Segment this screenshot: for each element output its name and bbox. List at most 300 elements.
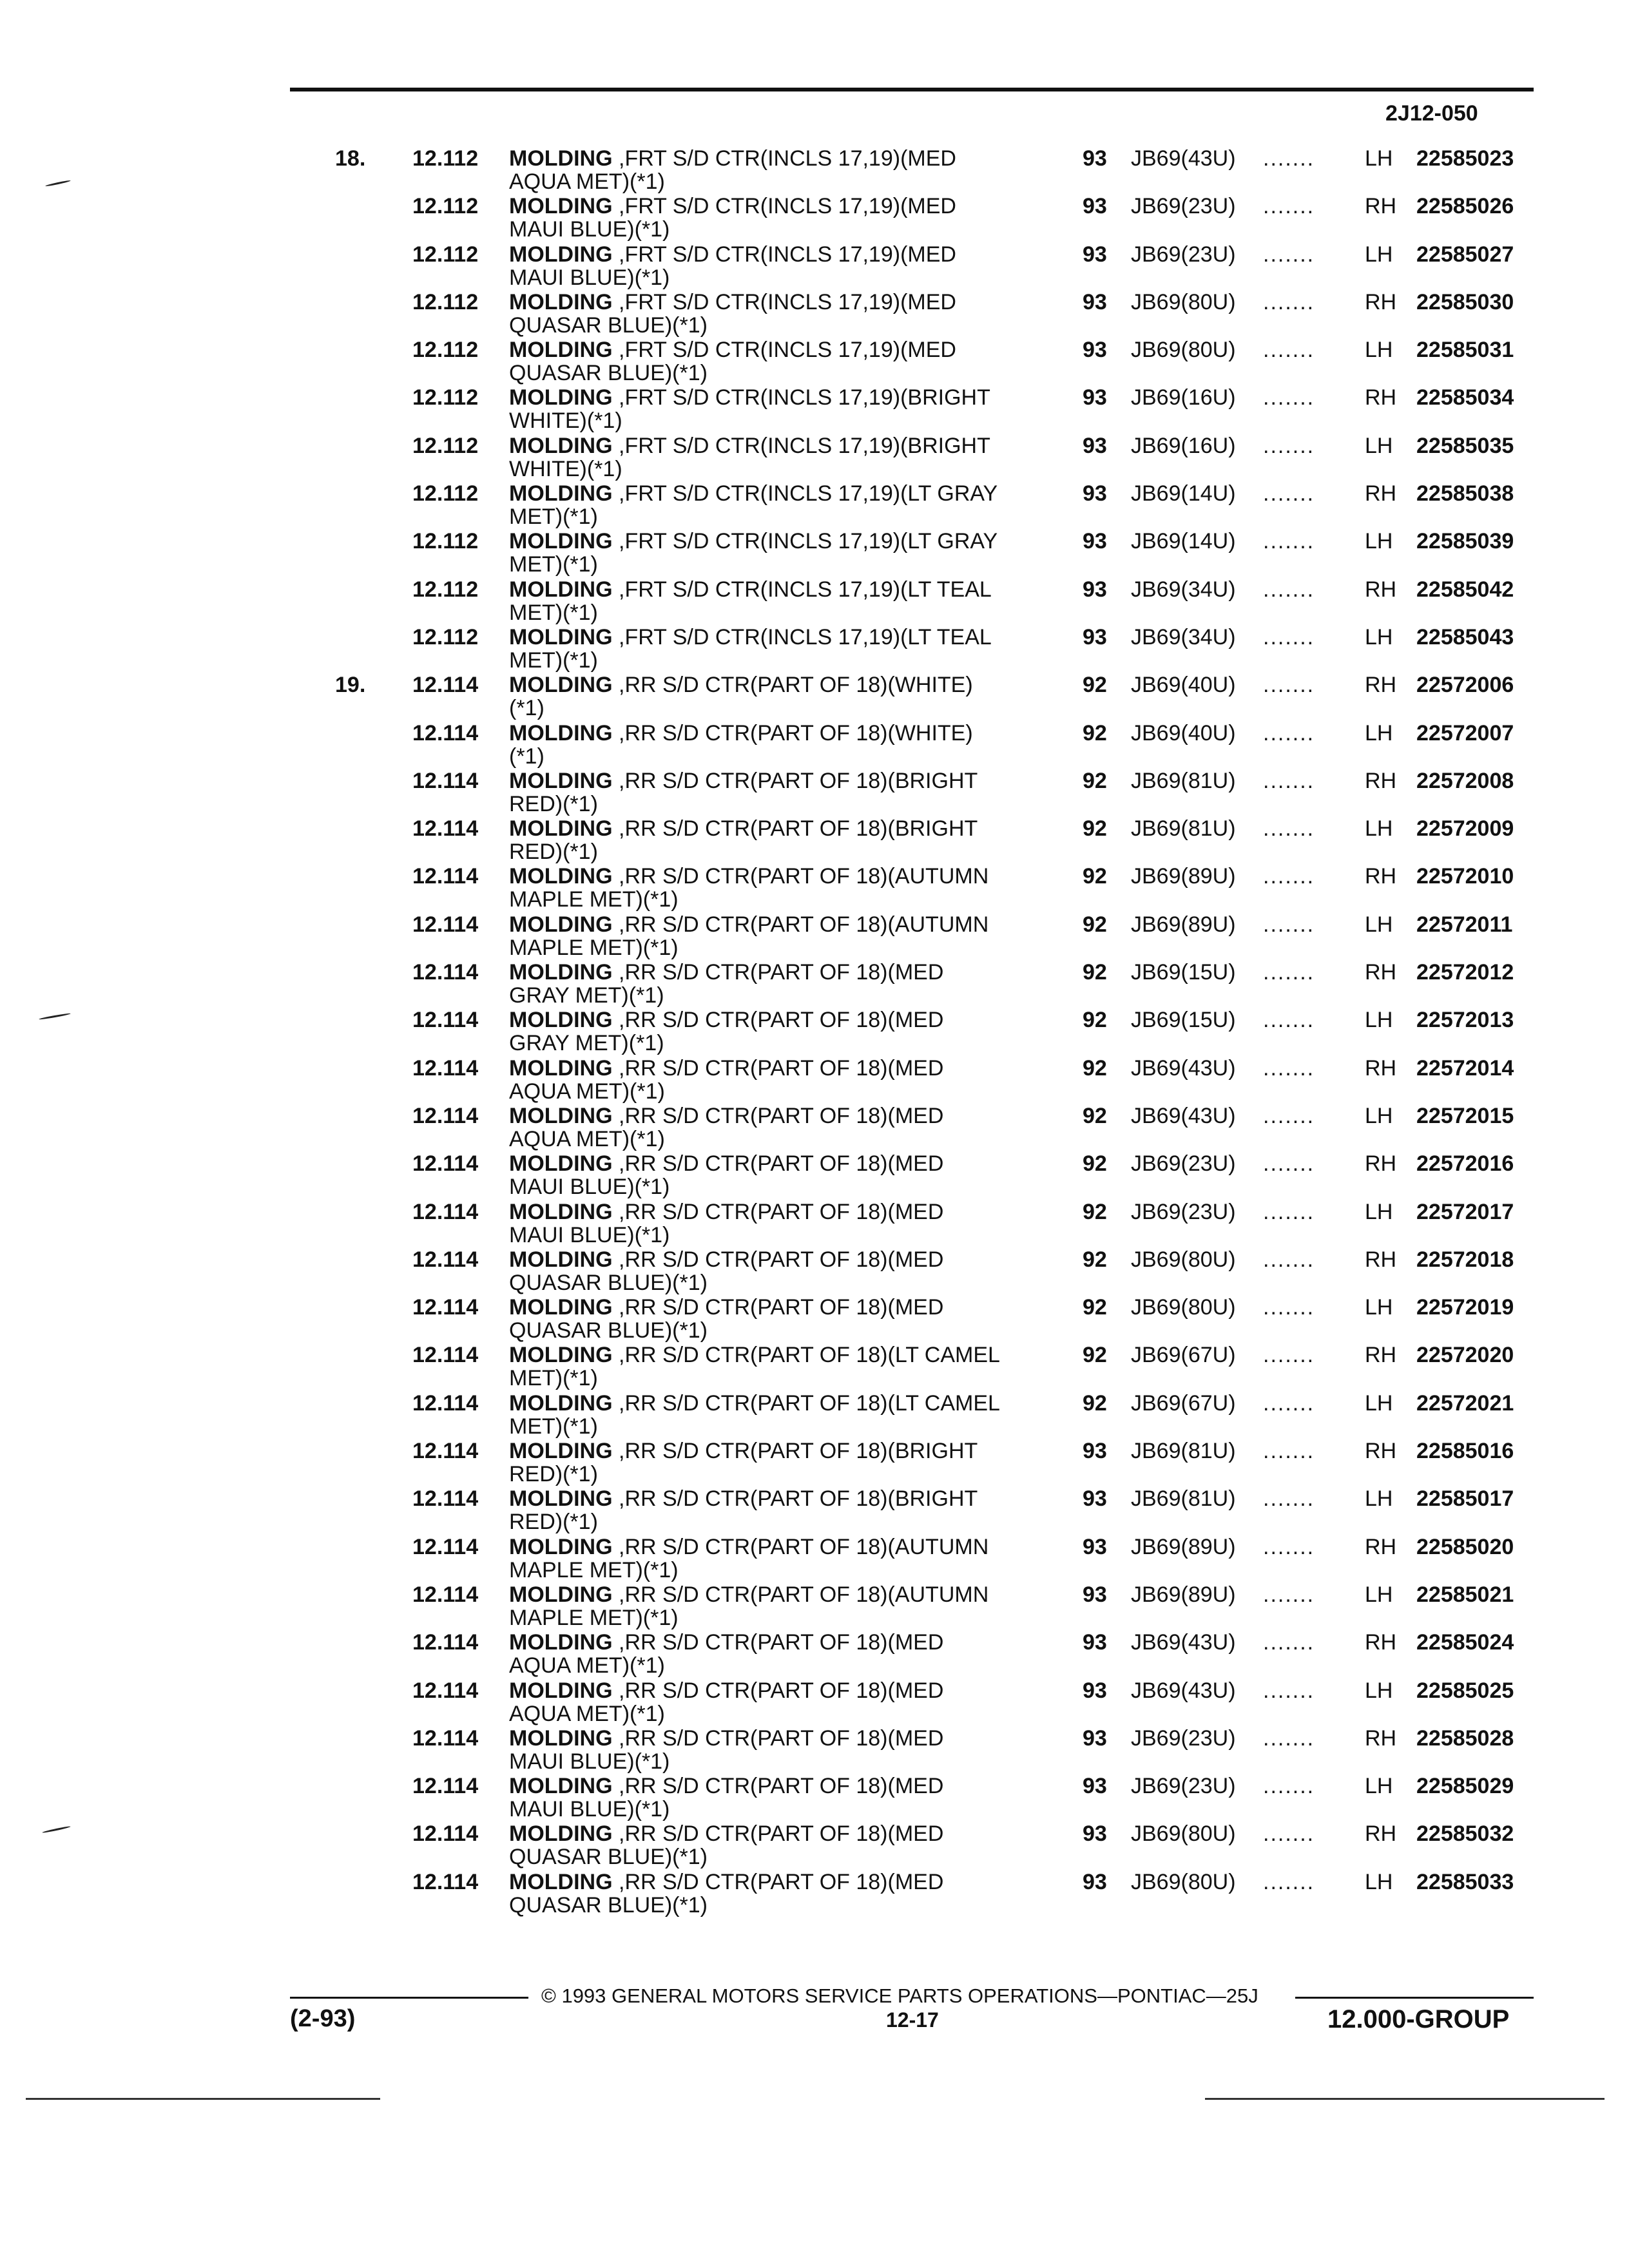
leader-dots: ....... — [1263, 1678, 1315, 1703]
part-name: MOLDING — [509, 1582, 613, 1607]
part-name: MOLDING — [509, 1630, 613, 1655]
description — [509, 434, 1063, 481]
group-number: 12.112 — [412, 624, 479, 649]
leader-dots: ....... — [1263, 768, 1315, 793]
description-line-1: ,FRT S/D CTR(INCLS 17,19)(LT TEAL — [619, 577, 992, 602]
model-code: JB69(43U) — [1131, 146, 1236, 171]
model-code: JB69(14U) — [1131, 529, 1236, 554]
part-name: MOLDING — [509, 912, 613, 937]
leader-dots: ....... — [1263, 1151, 1315, 1177]
side: RH — [1365, 577, 1397, 602]
part-number: 22572014 — [1416, 1055, 1514, 1081]
part-name: MOLDING — [509, 338, 613, 363]
table-row — [0, 722, 1629, 769]
group-number: 12.112 — [412, 529, 479, 554]
description-line-2: MET)(*1) — [509, 1414, 598, 1439]
leader-dots: ....... — [1263, 1008, 1315, 1033]
group-number: 12.114 — [412, 1103, 479, 1128]
part-name: MOLDING — [509, 194, 613, 219]
model-year: 92 — [1083, 1343, 1107, 1368]
part-number: 22572020 — [1416, 1343, 1514, 1368]
description-line-2: (*1) — [509, 696, 545, 721]
part-number: 22585027 — [1416, 242, 1514, 267]
description-line-2: MET)(*1) — [509, 600, 598, 625]
model-code: JB69(16U) — [1131, 385, 1236, 410]
leader-dots: ....... — [1263, 1247, 1315, 1272]
table-row — [0, 1631, 1629, 1678]
description — [509, 1774, 1063, 1821]
model-year: 93 — [1083, 433, 1107, 458]
model-code: JB69(89U) — [1131, 912, 1236, 937]
model-code: JB69(80U) — [1131, 338, 1236, 363]
description — [509, 1296, 1063, 1342]
part-name: MOLDING — [509, 816, 613, 841]
side: LH — [1365, 1582, 1393, 1607]
description-line-2: QUASAR BLUE)(*1) — [509, 1270, 708, 1295]
model-code: JB69(80U) — [1131, 1247, 1236, 1272]
part-name: MOLDING — [509, 1869, 613, 1894]
leader-dots: ....... — [1263, 1725, 1315, 1751]
model-code: JB69(89U) — [1131, 1534, 1236, 1559]
part-name: MOLDING — [509, 1247, 613, 1272]
side: RH — [1365, 960, 1397, 985]
table-row — [0, 961, 1629, 1008]
part-number: 22572015 — [1416, 1103, 1514, 1128]
model-code: JB69(43U) — [1131, 1103, 1236, 1128]
part-number: 22585026 — [1416, 194, 1514, 219]
description-line-2: (*1) — [509, 744, 545, 769]
description-line-1: ,FRT S/D CTR(INCLS 17,19)(MED — [619, 242, 956, 267]
model-code: JB69(80U) — [1131, 289, 1236, 314]
description-line-2: AQUA MET)(*1) — [509, 1079, 665, 1104]
table-row — [0, 626, 1629, 673]
description-line-2: AQUA MET)(*1) — [509, 169, 665, 194]
model-code: JB69(15U) — [1131, 960, 1236, 985]
leader-dots: ....... — [1263, 1199, 1315, 1224]
side: RH — [1365, 1439, 1397, 1464]
group-label: 12.000-GROUP — [1327, 2005, 1510, 2033]
description — [509, 291, 1063, 337]
group-number: 12.114 — [412, 1390, 479, 1416]
description-line-2: QUASAR BLUE)(*1) — [509, 361, 708, 386]
table-row — [0, 673, 1629, 721]
part-name: MOLDING — [509, 1343, 613, 1368]
leader-dots: ....... — [1263, 1486, 1315, 1512]
model-year: 93 — [1083, 1630, 1107, 1655]
model-year: 92 — [1083, 912, 1107, 937]
part-number: 22572018 — [1416, 1247, 1514, 1272]
model-code: JB69(81U) — [1131, 1486, 1236, 1512]
model-code: JB69(23U) — [1131, 1151, 1236, 1177]
group-number: 12.114 — [412, 1199, 479, 1224]
part-number: 22585042 — [1416, 577, 1514, 602]
description-line-2: QUASAR BLUE)(*1) — [509, 1318, 708, 1343]
description-line-2: RED)(*1) — [509, 1462, 598, 1487]
description-line-1: ,RR S/D CTR(PART OF 18)(BRIGHT — [619, 1486, 978, 1512]
scan-edge-line — [1205, 2098, 1605, 2100]
leader-dots: ....... — [1263, 720, 1315, 745]
part-number: 22572006 — [1416, 673, 1514, 698]
description — [509, 722, 1063, 768]
model-year: 93 — [1083, 1534, 1107, 1559]
description-line-2: QUASAR BLUE)(*1) — [509, 1845, 708, 1870]
description-line-1: ,FRT S/D CTR(INCLS 17,19)(MED — [619, 194, 956, 219]
part-number: 22585016 — [1416, 1439, 1514, 1464]
side: RH — [1365, 1247, 1397, 1272]
side: LH — [1365, 1678, 1393, 1703]
footer-rule-right — [1295, 1997, 1534, 1999]
part-name: MOLDING — [509, 1725, 613, 1751]
description — [509, 1822, 1063, 1869]
footer-rule-left — [290, 1997, 528, 1999]
group-number: 12.114 — [412, 1295, 479, 1320]
model-year: 92 — [1083, 960, 1107, 985]
leader-dots: ....... — [1263, 1582, 1315, 1607]
description-line-2: MAUI BLUE)(*1) — [509, 217, 670, 242]
side: LH — [1365, 1295, 1393, 1320]
leader-dots: ....... — [1263, 1055, 1315, 1081]
model-year: 93 — [1083, 624, 1107, 649]
model-code: JB69(80U) — [1131, 1821, 1236, 1847]
group-number: 12.114 — [412, 1582, 479, 1607]
leader-dots: ....... — [1263, 1630, 1315, 1655]
description — [509, 673, 1063, 720]
description-line-1: ,RR S/D CTR(PART OF 18)(WHITE) — [619, 673, 973, 698]
item-number: 19. — [335, 673, 366, 698]
table-row — [0, 1870, 1629, 1918]
part-number: 22585023 — [1416, 146, 1514, 171]
leader-dots: ....... — [1263, 433, 1315, 458]
side: RH — [1365, 1534, 1397, 1559]
side: LH — [1365, 1008, 1393, 1033]
part-name: MOLDING — [509, 1486, 613, 1512]
leader-dots: ....... — [1263, 1439, 1315, 1464]
table-row — [0, 1487, 1629, 1535]
part-name: MOLDING — [509, 1678, 613, 1703]
side: RH — [1365, 673, 1397, 698]
description-line-2: MAPLE MET)(*1) — [509, 935, 679, 960]
description-line-1: ,RR S/D CTR(PART OF 18)(MED — [619, 1869, 944, 1894]
table-row — [0, 434, 1629, 482]
part-number: 22585034 — [1416, 385, 1514, 410]
leader-dots: ....... — [1263, 577, 1315, 602]
model-code: JB69(23U) — [1131, 1774, 1236, 1799]
part-name: MOLDING — [509, 1008, 613, 1033]
model-code: JB69(43U) — [1131, 1055, 1236, 1081]
description-line-2: MAUI BLUE)(*1) — [509, 1797, 670, 1822]
model-year: 93 — [1083, 1774, 1107, 1799]
model-year: 92 — [1083, 864, 1107, 889]
part-name: MOLDING — [509, 1534, 613, 1559]
description — [509, 1727, 1063, 1773]
table-row — [0, 865, 1629, 912]
table-row — [0, 769, 1629, 817]
description-line-1: ,RR S/D CTR(PART OF 18)(MED — [619, 1103, 944, 1128]
part-name: MOLDING — [509, 864, 613, 889]
description-line-1: ,FRT S/D CTR(INCLS 17,19)(LT GRAY — [619, 529, 998, 554]
group-number: 12.114 — [412, 912, 479, 937]
model-year: 92 — [1083, 1008, 1107, 1033]
description — [509, 1679, 1063, 1725]
description — [509, 769, 1063, 816]
model-year: 93 — [1083, 385, 1107, 410]
model-code: JB69(23U) — [1131, 194, 1236, 219]
description-line-1: ,RR S/D CTR(PART OF 18)(MED — [619, 1199, 944, 1224]
table-row — [0, 913, 1629, 961]
model-year: 93 — [1083, 338, 1107, 363]
part-number: 22572012 — [1416, 960, 1514, 985]
description — [509, 386, 1063, 432]
table-row — [0, 530, 1629, 577]
leader-dots: ....... — [1263, 529, 1315, 554]
leader-dots: ....... — [1263, 673, 1315, 698]
part-number: 22585024 — [1416, 1630, 1514, 1655]
part-number: 22585035 — [1416, 433, 1514, 458]
description-line-2: MET)(*1) — [509, 505, 598, 530]
table-row — [0, 1392, 1629, 1439]
description-line-2: QUASAR BLUE)(*1) — [509, 312, 708, 338]
table-row — [0, 482, 1629, 530]
table-row — [0, 1774, 1629, 1822]
description-line-1: ,FRT S/D CTR(INCLS 17,19)(LT TEAL — [619, 624, 992, 649]
group-number: 12.114 — [412, 1486, 479, 1512]
model-year: 93 — [1083, 1678, 1107, 1703]
side: LH — [1365, 1103, 1393, 1128]
part-name: MOLDING — [509, 624, 613, 649]
model-year: 92 — [1083, 1151, 1107, 1177]
part-name: MOLDING — [509, 385, 613, 410]
part-number: 22585025 — [1416, 1678, 1514, 1703]
description — [509, 1248, 1063, 1294]
part-name: MOLDING — [509, 577, 613, 602]
group-number: 12.114 — [412, 816, 479, 841]
model-year: 92 — [1083, 1055, 1107, 1081]
description-line-1: ,RR S/D CTR(PART OF 18)(MED — [619, 1295, 944, 1320]
part-name: MOLDING — [509, 960, 613, 985]
part-name: MOLDING — [509, 1103, 613, 1128]
group-number: 12.114 — [412, 1821, 479, 1847]
leader-dots: ....... — [1263, 864, 1315, 889]
side: LH — [1365, 1869, 1393, 1894]
group-number: 12.112 — [412, 194, 479, 219]
model-year: 93 — [1083, 1486, 1107, 1512]
part-name: MOLDING — [509, 433, 613, 458]
description-line-1: ,FRT S/D CTR(INCLS 17,19)(MED — [619, 289, 956, 314]
leader-dots: ....... — [1263, 816, 1315, 841]
part-name: MOLDING — [509, 242, 613, 267]
leader-dots: ....... — [1263, 1343, 1315, 1368]
group-number: 12.114 — [412, 720, 479, 745]
table-row — [0, 1200, 1629, 1248]
description-line-1: ,RR S/D CTR(PART OF 18)(MED — [619, 1247, 944, 1272]
description-line-1: ,RR S/D CTR(PART OF 18)(MED — [619, 1630, 944, 1655]
part-name: MOLDING — [509, 1821, 613, 1847]
description — [509, 482, 1063, 528]
side: RH — [1365, 1725, 1397, 1751]
description-line-1: ,RR S/D CTR(PART OF 18)(MED — [619, 1725, 944, 1751]
part-number: 22572021 — [1416, 1390, 1514, 1416]
description-line-2: RED)(*1) — [509, 1510, 598, 1535]
group-number: 12.114 — [412, 1630, 479, 1655]
part-name: MOLDING — [509, 1295, 613, 1320]
side: RH — [1365, 481, 1397, 506]
model-code: JB69(89U) — [1131, 864, 1236, 889]
description — [509, 147, 1063, 193]
side: LH — [1365, 624, 1393, 649]
part-name: MOLDING — [509, 1774, 613, 1799]
description-line-1: ,RR S/D CTR(PART OF 18)(MED — [619, 1678, 944, 1703]
table-row — [0, 1679, 1629, 1727]
side: LH — [1365, 1774, 1393, 1799]
description-line-1: ,FRT S/D CTR(INCLS 17,19)(LT GRAY — [619, 481, 998, 506]
table-row — [0, 1822, 1629, 1870]
model-year: 92 — [1083, 1199, 1107, 1224]
description-line-1: ,RR S/D CTR(PART OF 18)(BRIGHT — [619, 1439, 978, 1464]
table-row — [0, 1343, 1629, 1391]
description-line-2: WHITE)(*1) — [509, 408, 622, 434]
model-year: 93 — [1083, 1821, 1107, 1847]
group-number: 12.114 — [412, 1869, 479, 1894]
description-line-1: ,RR S/D CTR(PART OF 18)(BRIGHT — [619, 816, 978, 841]
part-name: MOLDING — [509, 1390, 613, 1416]
description — [509, 1487, 1063, 1533]
parts-list — [0, 147, 1629, 1918]
group-number: 12.112 — [412, 385, 479, 410]
model-code: JB69(40U) — [1131, 720, 1236, 745]
description-line-2: MAUI BLUE)(*1) — [509, 1222, 670, 1247]
description-line-1: ,RR S/D CTR(PART OF 18)(MED — [619, 1774, 944, 1799]
model-code: JB69(40U) — [1131, 673, 1236, 698]
description-line-1: ,RR S/D CTR(PART OF 18)(WHITE) — [619, 720, 973, 745]
table-row — [0, 1152, 1629, 1200]
model-year: 93 — [1083, 529, 1107, 554]
description-line-1: ,RR S/D CTR(PART OF 18)(MED — [619, 1151, 944, 1177]
side: RH — [1365, 289, 1397, 314]
leader-dots: ....... — [1263, 1295, 1315, 1320]
group-number: 12.112 — [412, 289, 479, 314]
side: LH — [1365, 912, 1393, 937]
leader-dots: ....... — [1263, 1774, 1315, 1799]
model-year: 93 — [1083, 1869, 1107, 1894]
part-number: 22585030 — [1416, 289, 1514, 314]
description-line-2: WHITE)(*1) — [509, 456, 622, 481]
model-year: 93 — [1083, 289, 1107, 314]
group-number: 12.114 — [412, 1439, 479, 1464]
model-code: JB69(80U) — [1131, 1869, 1236, 1894]
description-line-1: ,FRT S/D CTR(INCLS 17,19)(BRIGHT — [619, 385, 990, 410]
description-line-1: ,RR S/D CTR(PART OF 18)(AUTUMN — [619, 1534, 989, 1559]
description — [509, 1200, 1063, 1247]
description — [509, 338, 1063, 385]
group-number: 12.114 — [412, 768, 479, 793]
leader-dots: ....... — [1263, 338, 1315, 363]
model-code: JB69(23U) — [1131, 1725, 1236, 1751]
description-line-2: MAUI BLUE)(*1) — [509, 265, 670, 290]
part-name: MOLDING — [509, 481, 613, 506]
description — [509, 913, 1063, 959]
revision-date: (2-93) — [290, 2005, 356, 2032]
model-year: 93 — [1083, 1439, 1107, 1464]
model-code: JB69(67U) — [1131, 1343, 1236, 1368]
side: LH — [1365, 338, 1393, 363]
part-number: 22572009 — [1416, 816, 1514, 841]
group-number: 12.112 — [412, 433, 479, 458]
model-year: 92 — [1083, 816, 1107, 841]
description — [509, 1104, 1063, 1151]
group-number: 12.114 — [412, 1151, 479, 1177]
description-line-2: QUASAR BLUE)(*1) — [509, 1892, 708, 1917]
part-number: 22572016 — [1416, 1151, 1514, 1177]
description-line-2: AQUA MET)(*1) — [509, 1653, 665, 1678]
group-number: 12.112 — [412, 242, 479, 267]
copyright-notice: © 1993 GENERAL MOTORS SERVICE PARTS OPERATIONS—PONTIAC—25J — [541, 1984, 1258, 2007]
description-line-1: ,RR S/D CTR(PART OF 18)(BRIGHT — [619, 768, 978, 793]
group-number: 12.112 — [412, 146, 479, 171]
model-code: JB69(43U) — [1131, 1678, 1236, 1703]
side: RH — [1365, 1151, 1397, 1177]
description-line-2: MAUI BLUE)(*1) — [509, 1749, 670, 1774]
table-row — [0, 1057, 1629, 1104]
model-year: 92 — [1083, 1295, 1107, 1320]
table-row — [0, 291, 1629, 338]
description-line-1: ,RR S/D CTR(PART OF 18)(MED — [619, 960, 944, 985]
side: RH — [1365, 1055, 1397, 1081]
table-row — [0, 1296, 1629, 1343]
part-number: 22572017 — [1416, 1199, 1514, 1224]
leader-dots: ....... — [1263, 912, 1315, 937]
model-year: 92 — [1083, 1390, 1107, 1416]
model-code: JB69(16U) — [1131, 433, 1236, 458]
table-row — [0, 338, 1629, 386]
side: RH — [1365, 385, 1397, 410]
part-number: 22585021 — [1416, 1582, 1514, 1607]
part-name: MOLDING — [509, 146, 613, 171]
model-code: JB69(15U) — [1131, 1008, 1236, 1033]
model-code: JB69(81U) — [1131, 816, 1236, 841]
description — [509, 1870, 1063, 1917]
part-number: 22585039 — [1416, 529, 1514, 554]
group-number: 12.112 — [412, 481, 479, 506]
side: LH — [1365, 1390, 1393, 1416]
description-line-1: ,RR S/D CTR(PART OF 18)(MED — [619, 1008, 944, 1033]
model-code: JB69(14U) — [1131, 481, 1236, 506]
document-code: 2J12-050 — [1385, 101, 1478, 126]
description — [509, 1439, 1063, 1486]
side: RH — [1365, 1343, 1397, 1368]
leader-dots: ....... — [1263, 1534, 1315, 1559]
description — [509, 865, 1063, 911]
side: LH — [1365, 146, 1393, 171]
group-number: 12.112 — [412, 338, 479, 363]
description — [509, 1583, 1063, 1629]
description — [509, 961, 1063, 1007]
table-row — [0, 817, 1629, 865]
part-name: MOLDING — [509, 529, 613, 554]
group-number: 12.114 — [412, 1055, 479, 1081]
part-number: 22585020 — [1416, 1534, 1514, 1559]
model-code: JB69(80U) — [1131, 1295, 1236, 1320]
model-year: 92 — [1083, 1247, 1107, 1272]
table-row — [0, 1727, 1629, 1774]
model-code: JB69(67U) — [1131, 1390, 1236, 1416]
model-code: JB69(81U) — [1131, 768, 1236, 793]
side: LH — [1365, 720, 1393, 745]
group-number: 12.114 — [412, 1774, 479, 1799]
table-row — [0, 1439, 1629, 1487]
table-row — [0, 578, 1629, 626]
leader-dots: ....... — [1263, 1390, 1315, 1416]
model-code: JB69(34U) — [1131, 577, 1236, 602]
